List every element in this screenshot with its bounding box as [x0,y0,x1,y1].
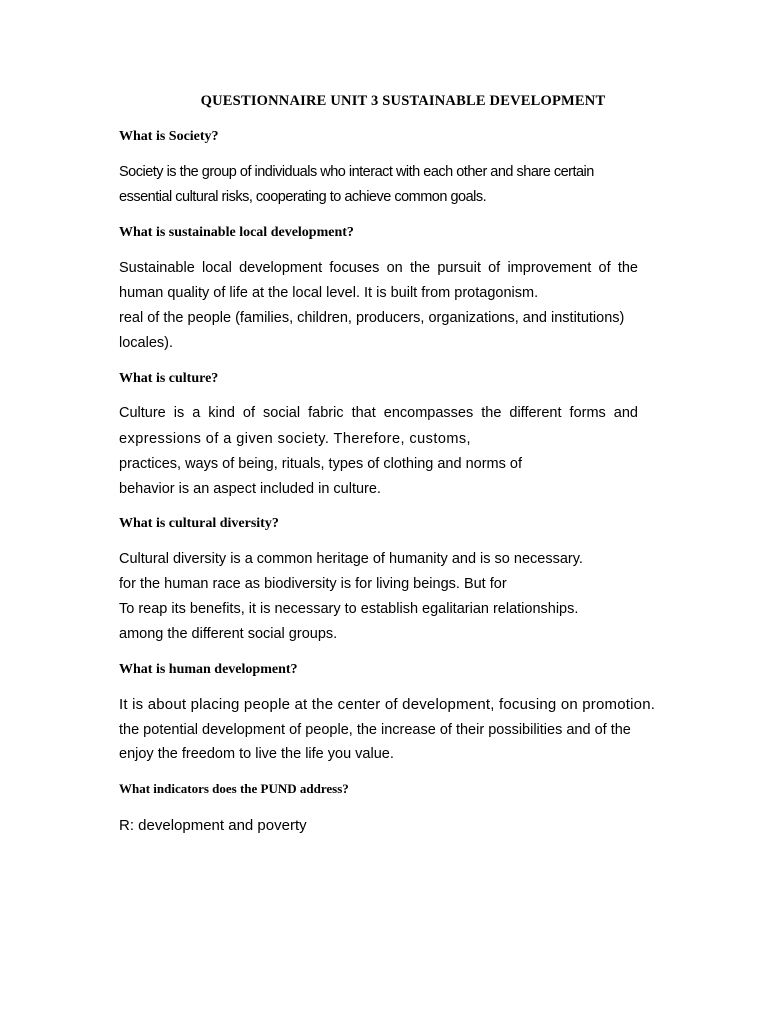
answer-line: Culture is a kind of social fabric that encompasses the different forms and [119,405,638,421]
question-human-development: What is human development? [119,662,298,677]
answer-line: among the different social groups. [119,626,338,642]
answer-line: Sustainable local development focuses on the pursuit of improvement of the [119,260,638,276]
answer-line: It is about placing people at the center of development, focusing on promotion. [119,696,656,713]
answer-line: expressions of a given society. Therefore, customs, [119,431,472,447]
question-culture: What is culture? [119,371,219,386]
answer-line: locales). [119,335,173,351]
answer-line: essential cultural risks, cooperating to achieve common goals. [119,189,487,205]
answer-line: Society is the group of individuals who interact with each other and share certain [119,164,594,180]
page-title: QUESTIONNAIRE UNIT 3 SUSTAINABLE DEVELOPMENT [200,93,606,109]
question-society: What is Society? [119,129,219,144]
answer-line: To reap its benefits, it is necessary to establish egalitarian relationships. [119,601,579,617]
answer-line: for the human race as biodiversity is for living beings. But for [119,576,507,592]
answer-line: behavior is an aspect included in culture. [119,481,381,497]
answer-line: R: development and poverty [119,817,307,834]
answer-line: human quality of life at the local level. It is built from protagonism. [119,285,539,301]
answer-line: real of the people (families, children, producers, organizations, and institutions) [119,310,625,326]
question-pund-indicators: What indicators does the PUND address? [119,781,349,796]
answer-line: Cultural diversity is a common heritage of humanity and is so necessary. [119,551,583,567]
question-sustainable-local-development: What is sustainable local development? [119,225,354,240]
question-cultural-diversity: What is cultural diversity? [119,516,279,531]
answer-line: practices, ways of being, rituals, types of clothing and norms of [119,456,522,472]
answer-line: enjoy the freedom to live the life you value. [119,746,394,762]
answer-line: the potential development of people, the increase of their possibilities and of the [119,722,631,738]
